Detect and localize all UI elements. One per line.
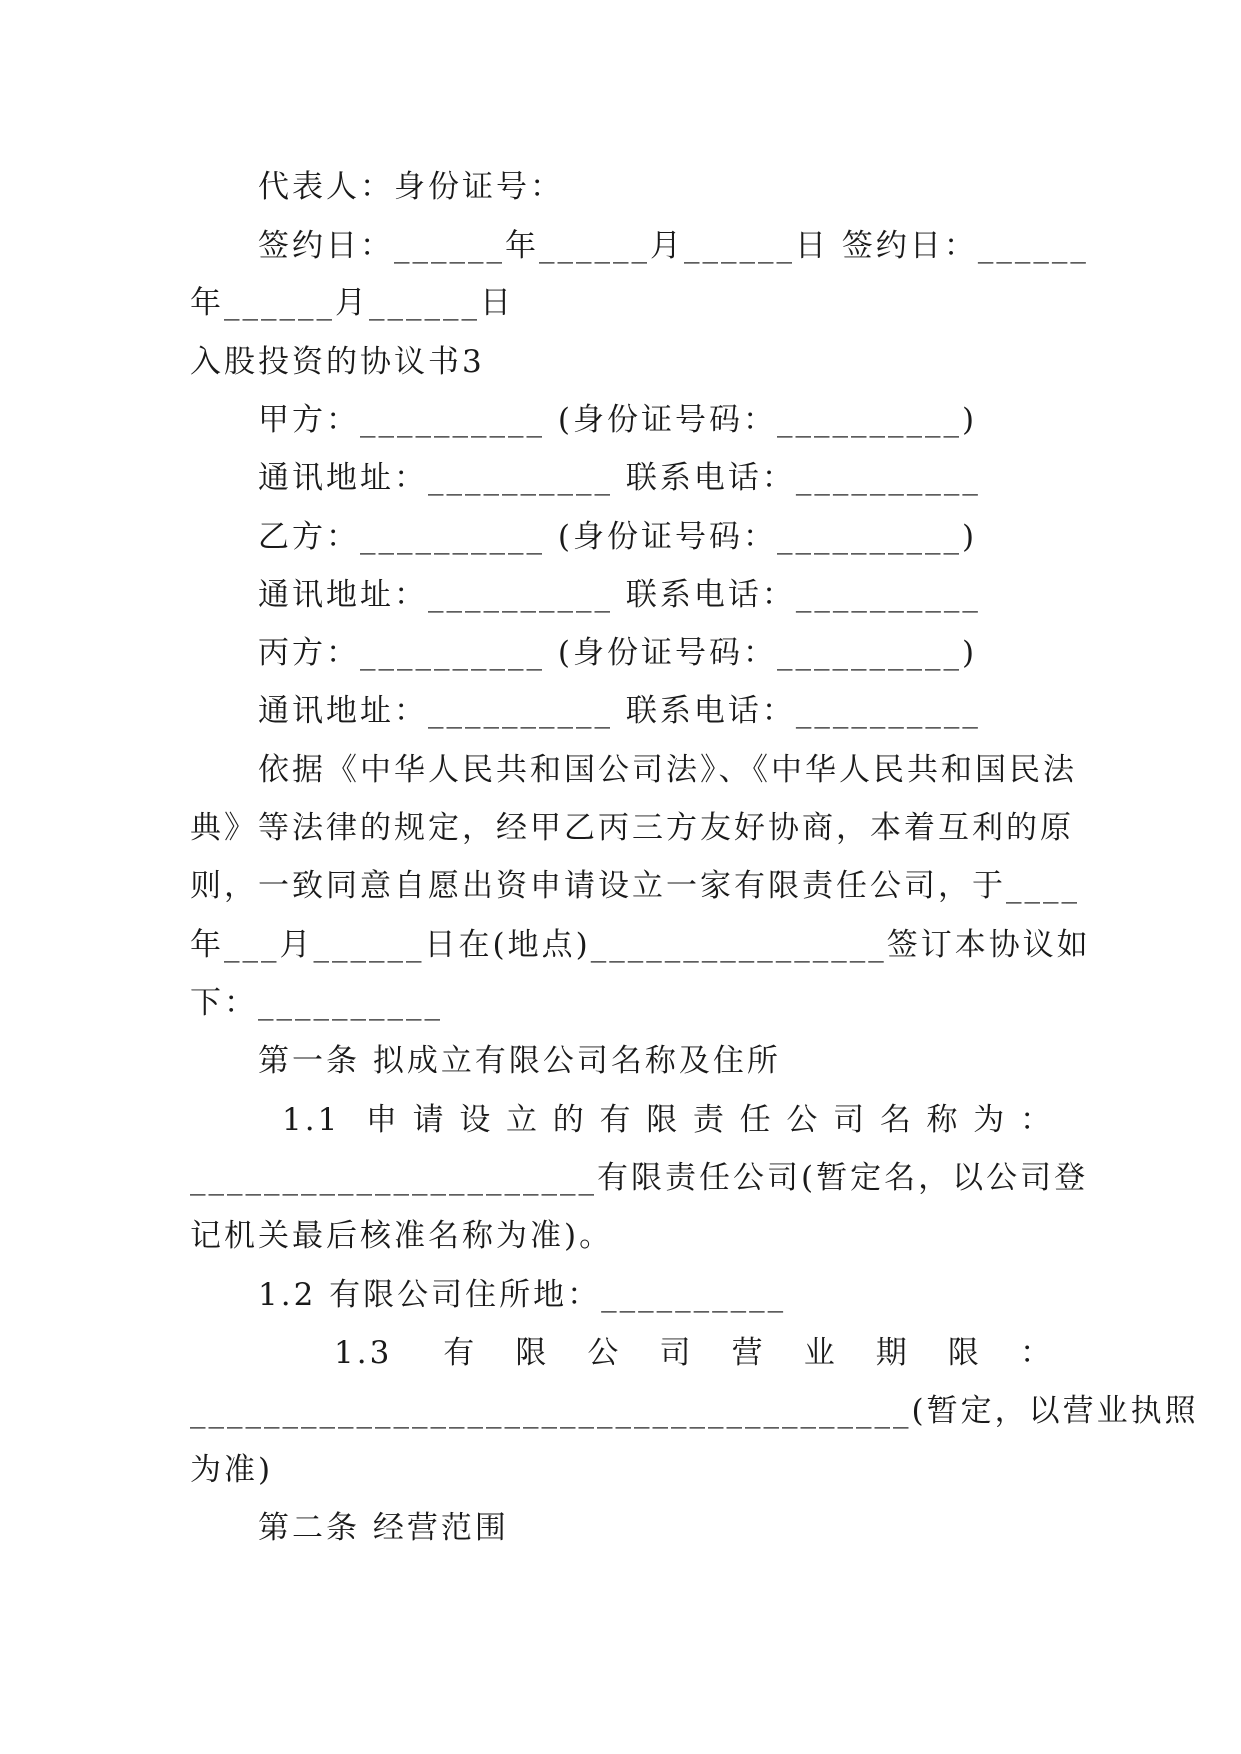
article-1-heading: 第一条 拟成立有限公司名称及住所	[258, 1043, 781, 1079]
preamble-line-2: 典》等法律的规定，经甲乙丙三方友好协商，本着互利的原	[190, 810, 1074, 846]
clause-1-2-line: 1.2 有限公司住所地：__________	[258, 1277, 787, 1313]
clause-1-3-line-1: 1.3 有限公司营业期限：	[334, 1335, 1054, 1371]
clause-1-1-line-1: 1.1 申请设立的有限责任公司名称为：	[282, 1102, 1054, 1138]
preamble-line-4: 年___月______日在(地点)________________签订本协议如	[190, 927, 1091, 963]
party-a-contact-line: 通讯地址：__________ 联系电话：__________	[258, 460, 981, 496]
preamble-line-3: 则，一致同意自愿出资申请设立一家有限责任公司，于____	[190, 868, 1080, 904]
clause-1-3-line-2: _______________________________________(暂定，以营业执照	[190, 1393, 1199, 1429]
preamble-line-1: 依据《中华人民共和国公司法》、《中华人民共和国民法	[258, 752, 1077, 788]
clause-1-3-line-3: 为准)	[190, 1452, 274, 1488]
party-b-contact-line: 通讯地址：__________ 联系电话：__________	[258, 577, 981, 613]
signing-date-continued-line: 年______月______日	[190, 285, 514, 321]
party-c-line: 丙方：__________ (身份证号码：__________)	[258, 635, 978, 671]
party-a-line: 甲方：__________ (身份证号码：__________)	[258, 402, 978, 438]
section-heading: 入股投资的协议书3	[190, 344, 485, 380]
representative-id-line: 代表人：身份证号：	[258, 169, 564, 205]
clause-1-1-line-3: 记机关最后核准名称为准)。	[190, 1218, 614, 1254]
party-b-line: 乙方：__________ (身份证号码：__________)	[258, 519, 978, 555]
party-c-contact-line: 通讯地址：__________ 联系电话：__________	[258, 693, 981, 729]
signing-date-line: 签约日：______年______月______日 签约日：______	[258, 228, 1089, 264]
clause-1-1-line-2: ______________________有限责任公司(暂定名，以公司登	[190, 1160, 1089, 1196]
article-2-heading: 第二条 经营范围	[258, 1510, 509, 1546]
preamble-line-5: 下：__________	[190, 985, 443, 1021]
